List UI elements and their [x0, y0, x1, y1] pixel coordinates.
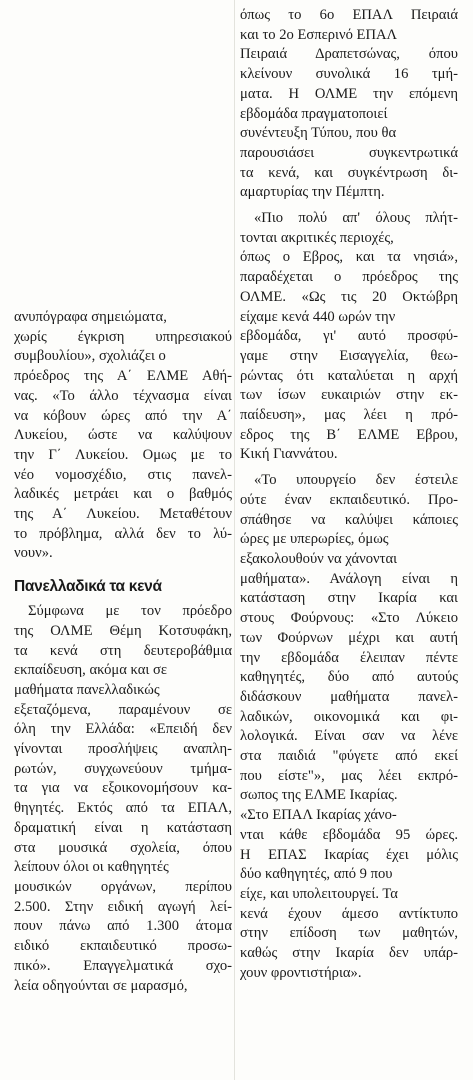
right-paragraph-2 — [240, 209, 458, 465]
text-line: εδρος της Β΄ ΕΛΜΕ Εβρου, — [240, 426, 458, 443]
text-line: Σύμφωνα με τον πρόεδρο — [28, 603, 232, 620]
text-line: «Το υπουργείο δεν έστειλε — [254, 472, 458, 489]
text-line: τα κενά, και συγκέντρωση δι- — [240, 164, 458, 181]
text-line: Κική Γιαννάτου. — [240, 446, 338, 463]
text-line: Λυκείου, ώστε να καλύψουν — [14, 427, 232, 444]
text-line: την εβδομάδα έλειπαν πέντε — [240, 649, 458, 666]
right-paragraph-3 — [240, 471, 458, 983]
text-line: πικό». Επαγγελματικά σχο- — [14, 957, 232, 974]
text-line: στην επίδοση των μαθητών, — [240, 925, 458, 942]
text-line: λείπουν όλοι οι καθηγητές — [14, 859, 169, 876]
text-line: των Φούρνων μέχρι και αυτή — [240, 629, 458, 646]
text-line: μαθήματα πανελλαδικώς — [14, 681, 160, 698]
text-line: εκπαίδευση, ακόμα και σε — [14, 662, 167, 679]
text-line: είχαμε κενά 440 ωρών την — [240, 308, 396, 325]
text-line: «Πιο πολύ απ' όλους πλήτ- — [254, 210, 458, 227]
text-line: σπάθησε να καλύψει κάποιες — [240, 511, 458, 528]
text-line: κατάσταση στην Ικαρία και — [240, 590, 458, 607]
text-line: «Στο ΕΠΑΛ Ικαρίας χάνο- — [240, 807, 397, 824]
column-divider — [234, 0, 235, 1080]
left-paragraph-1 — [14, 308, 232, 564]
text-line: όπως ο Εβρος, και τα νησιά», — [240, 249, 458, 266]
text-line: που είστε"», μας λέει εκπρό- — [240, 767, 458, 784]
text-line: των ίσων ευκαιριών στην εκ- — [240, 387, 458, 404]
text-line: είχε, και υπολειτουργεί. Τα — [240, 885, 398, 902]
text-line: γαμε στην Εισαγγελία, θεω- — [240, 347, 458, 364]
text-line: Πειραιά Δραπετσώνας, όπου — [240, 46, 458, 63]
text-line: εβδομάδα, γι' αυτό προσφύ- — [240, 328, 458, 345]
text-line: της ΟΛΜΕ Θέμη Κοτσυφάκη, — [14, 622, 232, 639]
text-line: λεία οδηγούνται σε μαρασμό, — [14, 977, 188, 994]
text-line: ούτε έναν εκπαιδευτικό. Προ- — [240, 491, 458, 508]
text-line: το πρόβλημα, αλλά δεν το λύ- — [14, 525, 232, 542]
text-line: ρώντας ότι καταλύεται η αρχή — [240, 367, 458, 384]
text-line: όπως το 6ο ΕΠΑΛ Πειραιά — [240, 7, 458, 23]
text-line: λαδικών, οικονομικά και φι- — [240, 708, 458, 725]
text-line: λολογικά. Είναι σαν να λένε — [240, 728, 458, 745]
text-line: τα για να εξοικονομήσουν κα- — [14, 780, 232, 797]
text-line: Η ΕΠΑΣ Ικαρίας έχει μόλις — [240, 846, 458, 863]
text-line: 2.500. Στην ειδική αγωγή λεί- — [14, 898, 232, 915]
text-line: πουν πάνω από 1.300 άτομα — [14, 918, 232, 935]
text-line: νουν». — [14, 545, 53, 562]
text-line: παρουσιάσει συγκεντρωτικά — [240, 144, 458, 161]
left-paragraph-2 — [14, 602, 232, 996]
text-line: εξεταζόμενα, παραμένουν σε — [14, 701, 232, 718]
text-line: και το 2ο Εσπερινό ΕΠΑΛ — [240, 26, 398, 43]
text-line: παραδέχεται ο πρόεδρος της — [240, 269, 458, 286]
text-line: την Γ΄ Λυκείου. Ομως με το — [14, 446, 232, 463]
text-line: εξακολουθούν να χάνονται — [240, 550, 398, 567]
left-column — [14, 308, 232, 996]
text-line: νέο νομοσχέδιο, στις πανελ- — [14, 466, 232, 483]
text-line: όλη την Ελλάδα: «Επειδή δεν — [14, 721, 232, 738]
text-line: παίδευση», μας λέει η πρό- — [240, 407, 458, 424]
text-line: να κόβουν ώρες από την Α΄ — [14, 407, 232, 424]
text-line: τονται ακριτικές περιοχές, — [240, 229, 394, 246]
text-line: νας. «Το άλλο τέχνασμα είναι — [14, 387, 232, 404]
text-line: ματα. Η ΟΛΜΕ την επόμενη — [240, 85, 458, 102]
text-line: στα παιδιά "φύγετε από εκεί — [240, 748, 458, 765]
text-line: νται κάθε εβδομάδα 95 ώρες. — [240, 826, 458, 843]
text-line: λαδικές μετράει και ο βαθμός — [14, 486, 232, 503]
text-line: συνέντευξη Τύπου, που θα — [240, 125, 397, 142]
text-line: ρωτών, συγχωνεύουν τμήμα- — [14, 760, 232, 777]
right-column — [240, 6, 458, 983]
text-line: συμβουλίου», σχολιάζει ο — [14, 348, 166, 365]
text-line: ώρες με υπερωρίες, όμως — [240, 531, 389, 548]
text-line: ειδικό εκπαιδευτικό προσω- — [14, 938, 232, 955]
right-paragraph-1 — [240, 6, 458, 203]
text-line: χωρίς έγκριση υπηρεσιακού — [14, 328, 232, 345]
text-line: κλείνουν συνολικά 16 τμή- — [240, 66, 458, 83]
text-line: διδάσκουν μαθήματα πανελ- — [240, 688, 458, 705]
text-line: στους Φούρνους: «Στο Λύκειο — [240, 610, 458, 627]
text-line: καθηγητές, δύο από αυτούς — [240, 669, 458, 686]
text-line: γίνονται προσλήψεις αναπλη- — [14, 741, 232, 758]
text-line: στα μουσικά σχολεία, όπου — [14, 839, 232, 856]
text-line: χουν φροντιστήρια». — [240, 964, 362, 981]
text-line: κενά έχουν άμεσο αντίκτυπο — [240, 905, 458, 922]
text-line: αμαρτυρίας την Πέμπτη. — [240, 184, 385, 201]
text-line: δραματική είναι η κατάσταση — [14, 819, 232, 836]
text-line: ΟΛΜΕ. «Ως τις 20 Οκτώβρη — [240, 288, 458, 305]
text-line: καθώς στην Ικαρία δεν υπάρ- — [240, 945, 458, 962]
text-line: πρόεδρος της Α΄ ΕΛΜΕ Αθή- — [14, 368, 232, 385]
text-line: τα κενά στη δευτεροβάθμια — [14, 642, 232, 659]
text-line: εβδομάδα πραγματοποιεί — [240, 105, 388, 122]
text-line: μουσικών οργάνων, περίπου — [14, 878, 232, 895]
text-line: σωπος της ΕΛΜΕ Ικαρίας. — [240, 787, 398, 804]
text-line: ανυπόγραφα σημειώματα, — [14, 309, 167, 325]
text-line: μαθήματα». Ανάλογη είναι η — [240, 570, 458, 587]
text-line: δύο καθηγητές, από 9 που — [240, 866, 393, 883]
text-line: θηγητές. Εκτός από τα ΕΠΑΛ, — [14, 800, 232, 817]
section-subheading: Πανελλαδικά τα κενά — [14, 578, 162, 596]
text-line: της Α΄ Λυκείου. Μεταθέτουν — [14, 506, 232, 523]
